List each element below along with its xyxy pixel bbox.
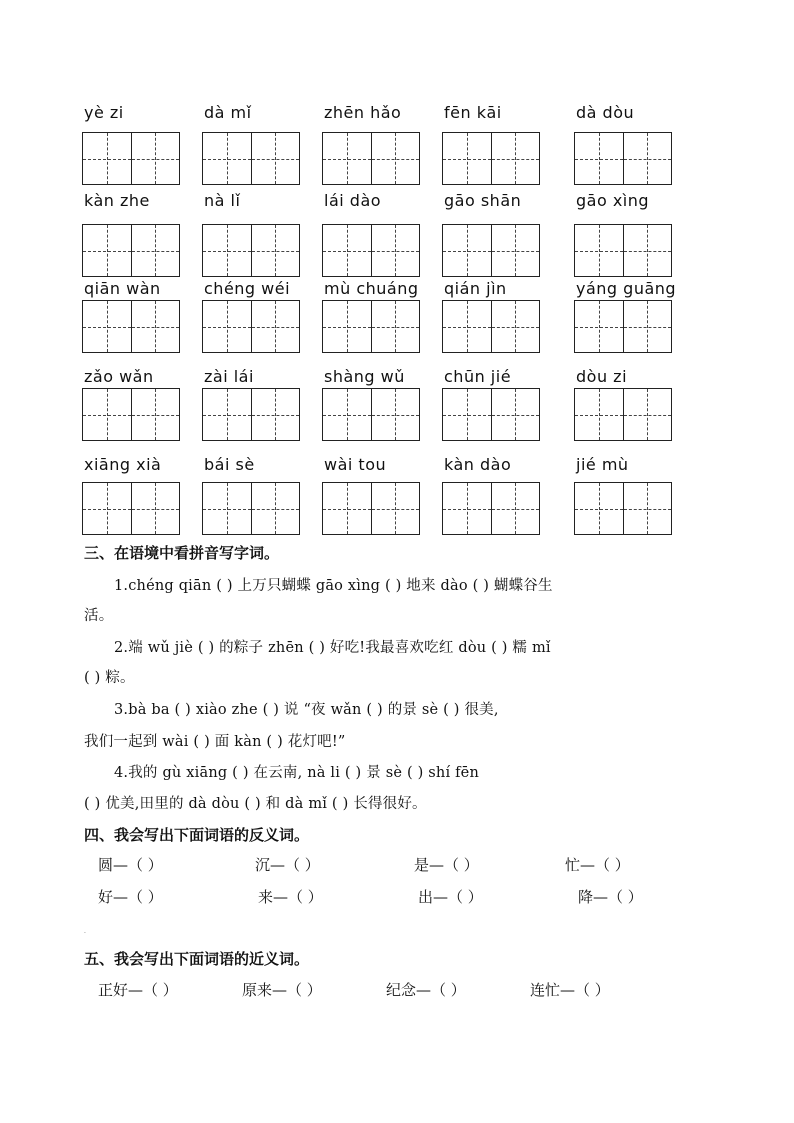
guide-line-horizontal xyxy=(372,159,420,160)
writing-box[interactable] xyxy=(82,224,180,277)
guide-line-horizontal xyxy=(83,159,131,160)
tian-zi-square[interactable] xyxy=(623,301,672,352)
guide-line-horizontal xyxy=(575,251,623,252)
pinyin-grid-area xyxy=(0,0,794,540)
tian-zi-square[interactable] xyxy=(251,389,300,440)
pinyin-label: qiān wàn xyxy=(84,279,161,298)
tian-zi-square[interactable] xyxy=(443,133,491,184)
writing-box[interactable] xyxy=(322,224,420,277)
guide-line-horizontal xyxy=(323,159,371,160)
synonym-item: 纪念—（ ） xyxy=(386,981,466,999)
writing-box[interactable] xyxy=(82,132,180,185)
tian-zi-square[interactable] xyxy=(371,301,420,352)
guide-line-horizontal xyxy=(492,327,540,328)
tian-zi-square[interactable] xyxy=(575,225,623,276)
writing-box[interactable] xyxy=(322,300,420,353)
guide-line-horizontal xyxy=(492,509,540,510)
pinyin-label: wài tou xyxy=(324,455,387,474)
guide-line-horizontal xyxy=(443,509,491,510)
pinyin-label: mù chuáng xyxy=(324,279,419,298)
guide-line-horizontal xyxy=(83,415,131,416)
guide-line-horizontal xyxy=(372,509,420,510)
guide-line-horizontal xyxy=(624,251,672,252)
guide-line-horizontal xyxy=(252,415,300,416)
tian-zi-square[interactable] xyxy=(371,389,420,440)
q1-line-1: 1.chéng qiān ( ) 上万只蝴蝶 gāo xìng ( ) 地来 dào ( ) 蝴蝶谷生 xyxy=(114,578,553,594)
tian-zi-square[interactable] xyxy=(623,483,672,534)
writing-box[interactable] xyxy=(82,388,180,441)
tian-zi-square[interactable] xyxy=(371,133,420,184)
pinyin-label: dà dòu xyxy=(576,103,635,122)
pinyin-label: chéng wéi xyxy=(204,279,291,298)
pinyin-label: jié mù xyxy=(576,455,629,474)
writing-box[interactable] xyxy=(442,388,540,441)
tian-zi-square[interactable] xyxy=(623,225,672,276)
guide-line-horizontal xyxy=(492,159,540,160)
guide-line-horizontal xyxy=(323,251,371,252)
guide-line-horizontal xyxy=(132,251,180,252)
guide-line-horizontal xyxy=(83,509,131,510)
guide-line-horizontal xyxy=(252,327,300,328)
q4-line-1: 4.我的 gù xiāng ( ) 在云南, nà li ( ) 景 sè ( ) shí fēn xyxy=(114,765,480,781)
guide-line-horizontal xyxy=(203,327,251,328)
tian-zi-square[interactable] xyxy=(251,225,300,276)
tian-zi-square[interactable] xyxy=(323,301,371,352)
guide-line-horizontal xyxy=(323,415,371,416)
pinyin-label: lái dào xyxy=(324,191,382,210)
guide-line-horizontal xyxy=(132,327,180,328)
guide-line-horizontal xyxy=(203,509,251,510)
pinyin-label: fēn kāi xyxy=(444,103,502,122)
tian-zi-square[interactable] xyxy=(203,133,251,184)
antonym-item: 出—（ ） xyxy=(418,888,483,906)
guide-line-horizontal xyxy=(252,159,300,160)
section-5-title: 五、我会写出下面词语的近义词。 xyxy=(84,950,310,968)
tian-zi-square[interactable] xyxy=(623,389,672,440)
tian-zi-square[interactable] xyxy=(251,133,300,184)
synonym-item: 正好—（ ） xyxy=(98,981,178,999)
guide-line-horizontal xyxy=(443,159,491,160)
guide-line-horizontal xyxy=(575,509,623,510)
writing-box[interactable] xyxy=(574,224,672,277)
writing-box[interactable] xyxy=(574,300,672,353)
tian-zi-square[interactable] xyxy=(575,133,623,184)
tian-zi-square[interactable] xyxy=(443,483,491,534)
pinyin-label: shàng wǔ xyxy=(324,367,405,386)
writing-box[interactable] xyxy=(82,300,180,353)
tian-zi-square[interactable] xyxy=(443,389,491,440)
q2-line-1: 2.端 wǔ jiè ( ) 的粽子 zhēn ( ) 好吃!我最喜欢吃红 dòu ( ) 糯 mǐ xyxy=(114,640,551,656)
pinyin-label: gāo shān xyxy=(444,191,522,210)
q3-line-2: 我们一起到 wài ( ) 面 kàn ( ) 花灯吧!” xyxy=(84,734,346,750)
guide-line-horizontal xyxy=(443,327,491,328)
pinyin-label: zhēn hǎo xyxy=(324,103,402,122)
writing-box[interactable] xyxy=(322,388,420,441)
guide-line-horizontal xyxy=(443,251,491,252)
guide-line-horizontal xyxy=(323,327,371,328)
writing-box[interactable] xyxy=(82,482,180,535)
stray-dot: . xyxy=(84,928,86,935)
tian-zi-square[interactable] xyxy=(83,225,131,276)
guide-line-horizontal xyxy=(83,251,131,252)
guide-line-horizontal xyxy=(575,327,623,328)
pinyin-label: dòu zi xyxy=(576,367,628,386)
writing-box[interactable] xyxy=(442,300,540,353)
pinyin-label: kàn dào xyxy=(444,455,512,474)
tian-zi-square[interactable] xyxy=(203,483,251,534)
tian-zi-square[interactable] xyxy=(443,301,491,352)
tian-zi-square[interactable] xyxy=(131,133,180,184)
tian-zi-square[interactable] xyxy=(491,483,540,534)
guide-line-horizontal xyxy=(492,251,540,252)
writing-box[interactable] xyxy=(442,482,540,535)
tian-zi-square[interactable] xyxy=(623,133,672,184)
tian-zi-square[interactable] xyxy=(491,389,540,440)
guide-line-horizontal xyxy=(624,509,672,510)
tian-zi-square[interactable] xyxy=(83,133,131,184)
antonym-item: 来—（ ） xyxy=(258,888,323,906)
antonym-item: 好—（ ） xyxy=(98,888,163,906)
guide-line-horizontal xyxy=(252,251,300,252)
writing-box[interactable] xyxy=(202,224,300,277)
writing-box[interactable] xyxy=(442,224,540,277)
writing-box[interactable] xyxy=(202,132,300,185)
guide-line-horizontal xyxy=(132,509,180,510)
section-4-title: 四、我会写出下面词语的反义词。 xyxy=(84,826,310,844)
tian-zi-square[interactable] xyxy=(491,301,540,352)
q1-line-2: 活。 xyxy=(84,608,114,624)
tian-zi-square[interactable] xyxy=(323,389,371,440)
tian-zi-square[interactable] xyxy=(203,301,251,352)
writing-box[interactable] xyxy=(442,132,540,185)
guide-line-horizontal xyxy=(443,415,491,416)
writing-box[interactable] xyxy=(202,482,300,535)
guide-line-horizontal xyxy=(575,415,623,416)
q4-line-2: ( ) 优美,田里的 dà dòu ( ) 和 dà mǐ ( ) 长得很好。 xyxy=(84,796,427,812)
pinyin-label: bái sè xyxy=(204,455,255,474)
tian-zi-square[interactable] xyxy=(491,133,540,184)
pinyin-label: yáng guāng xyxy=(576,279,677,298)
guide-line-horizontal xyxy=(372,327,420,328)
tian-zi-square[interactable] xyxy=(203,225,251,276)
guide-line-horizontal xyxy=(132,415,180,416)
writing-box[interactable] xyxy=(574,388,672,441)
tian-zi-square[interactable] xyxy=(83,483,131,534)
pinyin-label: nà lǐ xyxy=(204,191,241,210)
guide-line-horizontal xyxy=(575,159,623,160)
guide-line-horizontal xyxy=(83,327,131,328)
tian-zi-square[interactable] xyxy=(131,225,180,276)
writing-box[interactable] xyxy=(202,388,300,441)
guide-line-horizontal xyxy=(203,159,251,160)
guide-line-horizontal xyxy=(624,159,672,160)
tian-zi-square[interactable] xyxy=(575,389,623,440)
guide-line-horizontal xyxy=(624,415,672,416)
tian-zi-square[interactable] xyxy=(131,389,180,440)
antonym-item: 是—（ ） xyxy=(414,856,479,874)
pinyin-label: qián jìn xyxy=(444,279,507,298)
q3-line-1: 3.bà ba ( ) xiào zhe ( ) 说 “夜 wǎn ( ) 的景 sè ( ) 很美, xyxy=(114,702,499,718)
tian-zi-square[interactable] xyxy=(251,301,300,352)
tian-zi-square[interactable] xyxy=(83,301,131,352)
guide-line-horizontal xyxy=(372,415,420,416)
guide-line-horizontal xyxy=(323,509,371,510)
pinyin-label: yè zi xyxy=(84,103,124,122)
tian-zi-square[interactable] xyxy=(251,483,300,534)
tian-zi-square[interactable] xyxy=(371,483,420,534)
tian-zi-square[interactable] xyxy=(323,225,371,276)
guide-line-horizontal xyxy=(252,509,300,510)
tian-zi-square[interactable] xyxy=(131,301,180,352)
pinyin-label: gāo xìng xyxy=(576,191,650,210)
pinyin-label: kàn zhe xyxy=(84,191,150,210)
guide-line-horizontal xyxy=(372,251,420,252)
synonym-item: 原来—（ ） xyxy=(242,981,322,999)
pinyin-label: xiāng xià xyxy=(84,455,162,474)
antonym-item: 沉—（ ） xyxy=(255,856,320,874)
guide-line-horizontal xyxy=(492,415,540,416)
synonym-item: 连忙—（ ） xyxy=(530,981,610,999)
tian-zi-square[interactable] xyxy=(575,483,623,534)
tian-zi-square[interactable] xyxy=(443,225,491,276)
guide-line-horizontal xyxy=(203,415,251,416)
writing-box[interactable] xyxy=(322,482,420,535)
writing-box[interactable] xyxy=(202,300,300,353)
pinyin-label: chūn jié xyxy=(444,367,512,386)
writing-box[interactable] xyxy=(322,132,420,185)
pinyin-label: dà mǐ xyxy=(204,103,252,122)
antonym-item: 忙—（ ） xyxy=(565,856,630,874)
guide-line-horizontal xyxy=(132,159,180,160)
tian-zi-square[interactable] xyxy=(83,389,131,440)
tian-zi-square[interactable] xyxy=(203,389,251,440)
guide-line-horizontal xyxy=(624,327,672,328)
writing-box[interactable] xyxy=(574,132,672,185)
pinyin-label: zǎo wǎn xyxy=(84,367,154,386)
pinyin-label: zài lái xyxy=(204,367,254,386)
guide-line-horizontal xyxy=(203,251,251,252)
tian-zi-square[interactable] xyxy=(131,483,180,534)
antonym-item: 降—（ ） xyxy=(578,888,643,906)
tian-zi-square[interactable] xyxy=(575,301,623,352)
tian-zi-square[interactable] xyxy=(371,225,420,276)
antonym-item: 圆—（ ） xyxy=(98,856,163,874)
tian-zi-square[interactable] xyxy=(323,483,371,534)
q2-line-2: ( ) 粽。 xyxy=(84,670,135,686)
tian-zi-square[interactable] xyxy=(491,225,540,276)
tian-zi-square[interactable] xyxy=(323,133,371,184)
writing-box[interactable] xyxy=(574,482,672,535)
section-3-title: 三、在语境中看拼音写字词。 xyxy=(84,544,280,562)
